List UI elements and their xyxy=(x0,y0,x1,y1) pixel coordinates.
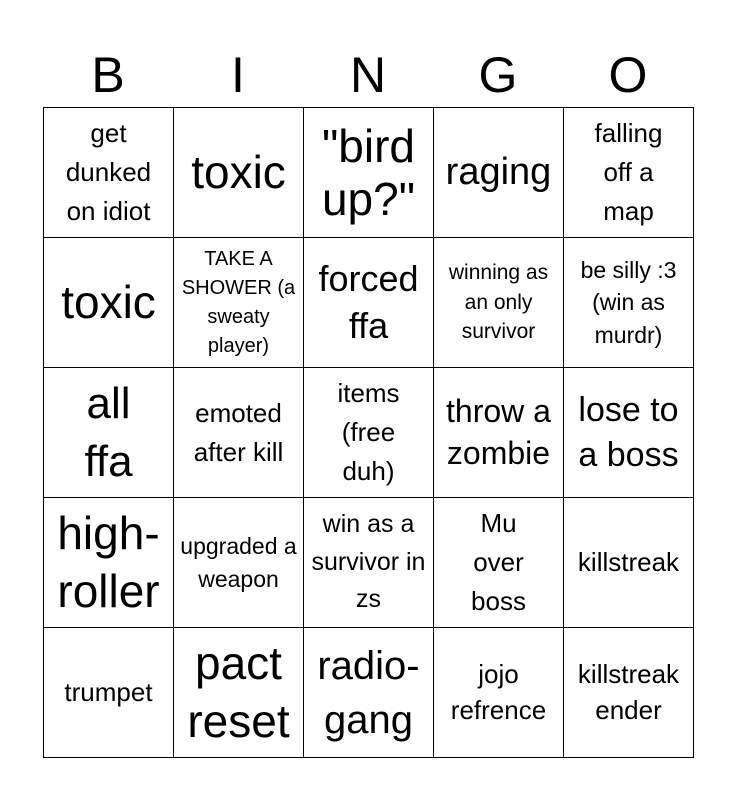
bingo-cell-3-2[interactable]: emoted after kill xyxy=(174,368,304,498)
bingo-cell-5-5[interactable]: killstreak ender xyxy=(564,628,694,758)
header-letter-g: G xyxy=(478,47,518,103)
bingo-cell-3-4[interactable]: throw a zombie xyxy=(434,368,564,498)
bingo-cell-1-5[interactable]: falling off a map xyxy=(564,108,694,238)
header-letter-o: O xyxy=(608,47,648,103)
bingo-cell-5-4[interactable]: jojo refrence xyxy=(434,628,564,758)
bingo-cell-3-5[interactable]: lose to a boss xyxy=(564,368,694,498)
bingo-cell-1-2[interactable]: toxic xyxy=(174,108,304,238)
header-letter-b: B xyxy=(91,47,125,103)
bingo-cell-2-2[interactable]: TAKE A SHOWER (a sweaty player) xyxy=(174,238,304,368)
bingo-cell-4-3[interactable]: win as a survivor in zs xyxy=(304,498,434,628)
bingo-cell-5-3[interactable]: radio-gang xyxy=(304,628,434,758)
bingo-cell-5-2[interactable]: pact reset xyxy=(174,628,304,758)
bingo-cell-2-4[interactable]: winning as an only survivor xyxy=(434,238,564,368)
bingo-cell-1-4[interactable]: raging xyxy=(434,108,564,238)
bingo-cell-5-1[interactable]: trumpet xyxy=(44,628,174,758)
bingo-cell-4-5[interactable]: killstreak xyxy=(564,498,694,628)
bingo-cell-1-1[interactable]: get dunked on idiot xyxy=(44,108,174,238)
bingo-board xyxy=(43,107,694,758)
bingo-cell-4-1[interactable]: high-roller xyxy=(44,498,174,628)
bingo-cell-3-3[interactable]: items (free duh) xyxy=(304,368,434,498)
header-letter-i: I xyxy=(231,47,245,103)
bingo-cell-4-4[interactable]: Mu over boss xyxy=(434,498,564,628)
bingo-cell-3-1[interactable]: all ffa xyxy=(44,368,174,498)
bingo-header xyxy=(43,46,693,104)
bingo-cell-2-1[interactable]: toxic xyxy=(44,238,174,368)
bingo-cell-2-5[interactable]: be silly :3 (win as murdr) xyxy=(564,238,694,368)
bingo-cell-1-3[interactable]: "bird up?" xyxy=(304,108,434,238)
bingo-cell-2-3[interactable]: forced ffa xyxy=(304,238,434,368)
header-letter-n: N xyxy=(349,47,387,103)
bingo-cell-4-2[interactable]: upgraded a weapon xyxy=(174,498,304,628)
